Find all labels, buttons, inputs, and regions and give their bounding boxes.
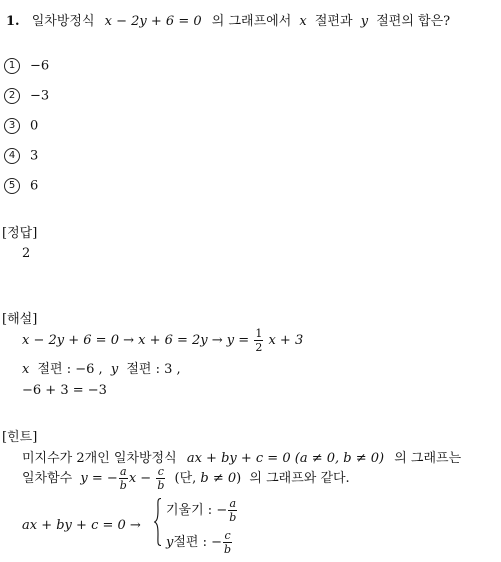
- question-number: 1.: [6, 14, 20, 29]
- fraction-denominator: b: [157, 479, 165, 492]
- fraction-numerator: a: [229, 497, 237, 510]
- hint-text-same: 의 그래프와 같다.: [249, 471, 350, 486]
- fraction-numerator: 1: [255, 327, 263, 340]
- fraction-denominator: b: [119, 479, 127, 492]
- option-value: −3: [30, 88, 50, 104]
- left-brace-icon: [154, 498, 162, 546]
- hint-equation: ax + by + c = 0: [186, 451, 291, 466]
- hint-standard-form: ax + by + c = 0 →: [22, 518, 141, 533]
- hint-yint-var: y: [166, 535, 174, 550]
- hint-condition: (a ≠ 0, b ≠ 0): [294, 451, 385, 466]
- hint-line-3: [22, 518, 141, 533]
- option-value: 3: [30, 148, 39, 164]
- answer-label: [정답]: [2, 226, 38, 241]
- option-5[interactable]: [4, 178, 38, 194]
- hint-yint-fraction: [223, 530, 232, 555]
- fraction-denominator: b: [229, 511, 237, 524]
- hint-x-minus: x −: [128, 471, 152, 486]
- explanation-line-3: −6 + 3 = −3: [22, 383, 107, 398]
- explanation-y-intercept: 절편 : 3 ,: [126, 362, 181, 377]
- hint-brace-group: [154, 498, 274, 558]
- hint-cond-post: ): [236, 471, 242, 486]
- hint-line-2: [22, 466, 350, 491]
- option-marker: 3: [4, 118, 20, 134]
- question-var-y: y: [360, 14, 369, 29]
- hint-fraction-a-b: [119, 466, 128, 491]
- explanation-line-1: [22, 328, 303, 353]
- hint-slope: [166, 498, 238, 523]
- fraction-numerator: c: [157, 465, 164, 478]
- hint-slope-label: 기울기 : −: [166, 503, 228, 518]
- explanation-fraction: [254, 328, 263, 353]
- hint-y-eq: y = −: [80, 471, 118, 486]
- option-2[interactable]: [4, 88, 49, 104]
- option-value: −6: [30, 58, 50, 74]
- option-marker: 2: [4, 88, 20, 104]
- hint-label: [힌트]: [2, 430, 38, 445]
- question-text-mid2: 절편과: [314, 14, 353, 29]
- question-line: [6, 10, 450, 29]
- question-var-x: x: [299, 14, 307, 29]
- answer-value: 2: [22, 246, 31, 261]
- hint-text-pre: 미지수가 2개인 일차방정식: [22, 451, 177, 466]
- option-marker: 1: [4, 58, 20, 74]
- explanation-eq-post: x + 3: [268, 333, 304, 348]
- question-text-mid1: 의 그래프에서: [211, 14, 292, 29]
- explanation-var-y: y: [110, 362, 119, 377]
- fraction-numerator: a: [120, 465, 127, 478]
- explanation-var-x: x: [22, 362, 30, 377]
- hint-slope-fraction: [228, 498, 237, 523]
- question-text-post: 절편의 합은?: [376, 14, 451, 29]
- option-3[interactable]: [4, 118, 38, 134]
- fraction-numerator: c: [224, 529, 231, 542]
- explanation-eq: x − 2y + 6 = 0 → x + 6 = 2y → y =: [22, 333, 250, 348]
- option-marker: 5: [4, 178, 20, 194]
- hint-y-intercept: [166, 530, 233, 555]
- option-1[interactable]: [4, 58, 49, 74]
- explanation-line-2: [22, 358, 181, 377]
- option-marker: 4: [4, 148, 20, 164]
- hint-text-post: 의 그래프는: [394, 451, 462, 466]
- option-value: 6: [30, 178, 39, 194]
- fraction-denominator: b: [224, 543, 232, 556]
- explanation-x-intercept: 절편 : −6 ,: [37, 362, 103, 377]
- explanation-label: [해설]: [2, 312, 38, 327]
- hint-text-function: 일차함수: [22, 471, 73, 486]
- question-equation: x − 2y + 6 = 0: [104, 14, 202, 29]
- option-value: 0: [30, 118, 39, 134]
- question-text-pre: 일차방정식: [31, 14, 95, 29]
- hint-fraction-c-b: [156, 466, 165, 491]
- hint-cond-pre: (단,: [174, 471, 197, 486]
- hint-yint-label: 절편 : −: [173, 535, 223, 550]
- hint-line-1: [22, 447, 461, 466]
- hint-cond-eq: b ≠ 0: [200, 471, 237, 486]
- option-4[interactable]: [4, 148, 38, 164]
- fraction-denominator: 2: [255, 341, 263, 354]
